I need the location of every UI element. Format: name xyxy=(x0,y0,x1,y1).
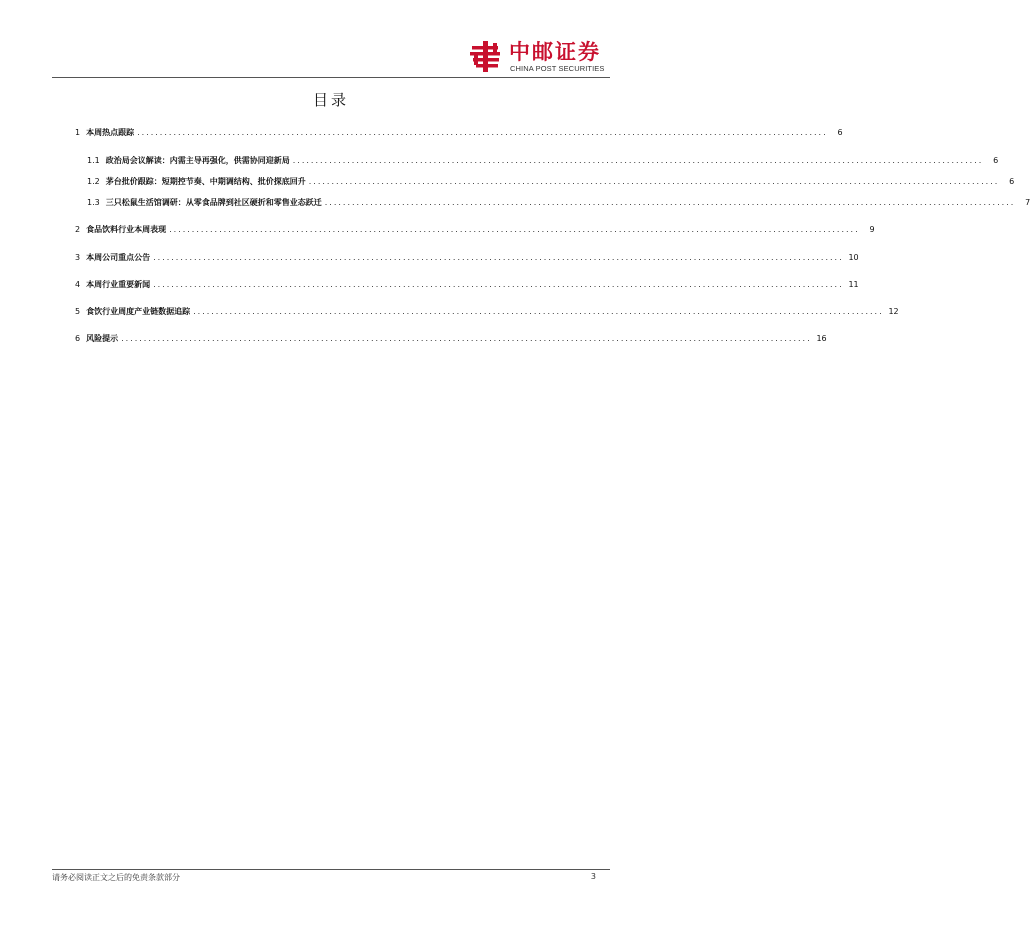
toc-leader-dots: ........................................................................................................................................................ xyxy=(153,253,844,262)
toc-entry-number: 1.2 xyxy=(87,177,100,186)
toc-leader-dots: ........................................................................................................................................................ xyxy=(292,156,984,165)
toc-entry-page: 9 xyxy=(869,225,875,234)
footer-divider xyxy=(52,869,610,870)
toc-entry-page: 7 xyxy=(1025,198,1030,207)
toc-entry[interactable] xyxy=(87,197,1030,209)
footer-disclaimer: 请务必阅读正文之后的免责条款部分 xyxy=(52,873,180,882)
toc-entry-label: 本周公司重点公告 xyxy=(86,253,151,262)
toc-entry-number: 5 xyxy=(75,307,81,316)
toc-entry-number: 6 xyxy=(75,334,81,343)
toc-entry[interactable] xyxy=(75,279,859,291)
toc-entry-number: 4 xyxy=(75,280,81,289)
toc-leader-dots: ........................................................................................................................................................ xyxy=(121,334,812,343)
toc-entry[interactable] xyxy=(75,252,859,264)
toc-leader-dots: ........................................................................................................................................................ xyxy=(324,198,1016,207)
toc-entry[interactable] xyxy=(75,224,875,236)
footer-page-number: 3 xyxy=(590,872,596,881)
toc-entry-label: 茅台批价跟踪：短期控节奏、中期调结构、批价探底回升 xyxy=(105,177,306,186)
toc-leader-dots: ........................................................................................................................................................ xyxy=(153,280,844,289)
toc-entry[interactable] xyxy=(75,306,899,318)
toc-entry-page: 6 xyxy=(837,128,843,137)
toc-leader-dots: ........................................................................................................................................................ xyxy=(308,177,1000,186)
toc-entry-page: 12 xyxy=(888,307,899,316)
company-logo xyxy=(469,40,619,76)
toc-entry-label: 食饮行业周度产业链数据追踪 xyxy=(86,307,191,316)
toc-entry[interactable] xyxy=(87,176,1015,188)
toc-entry[interactable] xyxy=(75,127,843,139)
toc-leader-dots: ........................................................................................................................................................ xyxy=(169,225,860,234)
toc-entry-label: 三只松鼠生活馆调研：从零食品牌到社区硬折和零售业态跃迁 xyxy=(105,198,322,207)
toc-entry-page: 6 xyxy=(1009,177,1015,186)
toc-entry-label: 本周热点跟踪 xyxy=(86,128,135,137)
toc-entry-page: 11 xyxy=(848,280,859,289)
logo-chinese-name: 中邮证券 xyxy=(509,40,601,64)
toc-leader-dots: ........................................................................................................................................................ xyxy=(137,128,828,137)
toc-title: 目录 xyxy=(312,91,349,109)
toc-entry[interactable] xyxy=(75,333,827,345)
toc-entry-page: 10 xyxy=(848,253,859,262)
toc-leader-dots: ........................................................................................................................................................ xyxy=(193,307,884,316)
toc-entry-label: 风险提示 xyxy=(86,334,119,343)
toc-entry-number: 3 xyxy=(75,253,81,262)
logo-english-name: CHINA POST SECURITIES xyxy=(510,64,605,73)
toc-entry[interactable] xyxy=(87,155,999,167)
toc-entry-number: 1.3 xyxy=(87,198,100,207)
toc-entry-label: 政治局会议解读：内需主导再强化，供需协同迎新局 xyxy=(105,156,290,165)
toc-entry-page: 6 xyxy=(993,156,999,165)
header-divider xyxy=(52,77,610,78)
toc-entry-number: 2 xyxy=(75,225,81,234)
toc-entry-page: 16 xyxy=(816,334,827,343)
toc-entry-number: 1.1 xyxy=(87,156,100,165)
china-post-logo-icon xyxy=(469,40,503,74)
toc-entry-label: 食品饮料行业本周表现 xyxy=(86,225,167,234)
toc-entry-label: 本周行业重要新闻 xyxy=(86,280,151,289)
toc-entry-number: 1 xyxy=(75,128,81,137)
